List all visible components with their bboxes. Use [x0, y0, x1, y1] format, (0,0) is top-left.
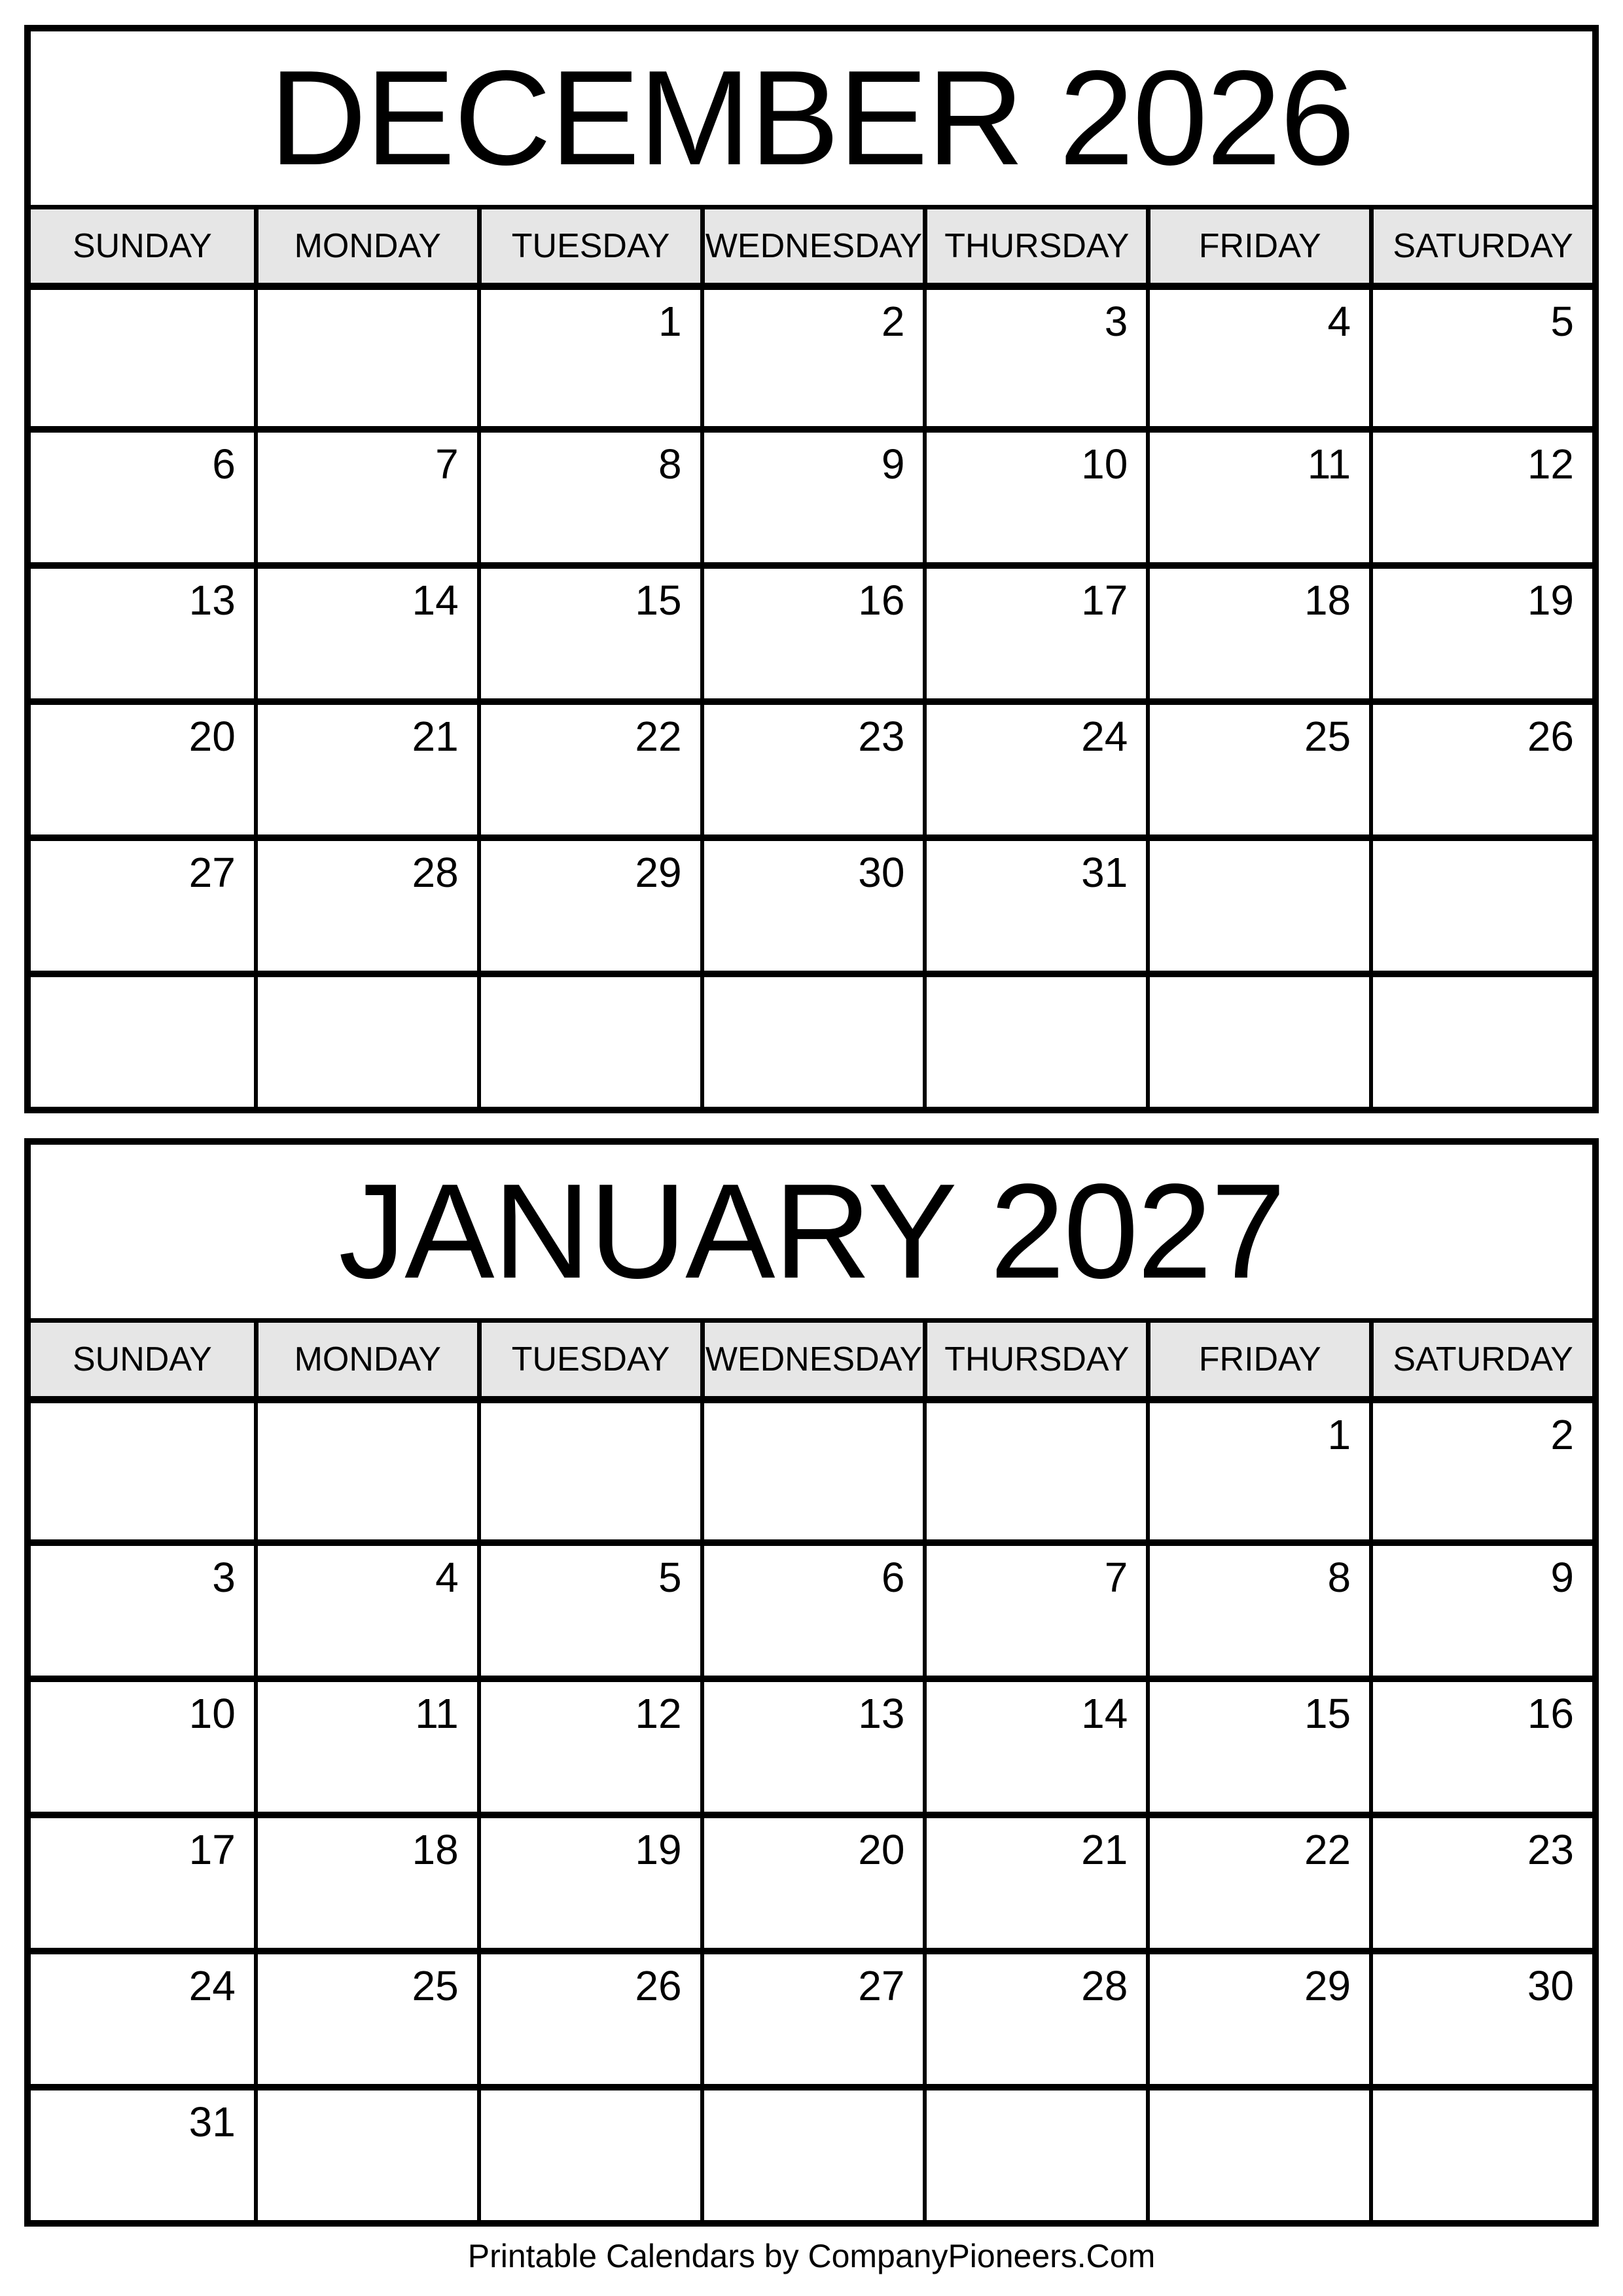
date-number: 30: [858, 849, 905, 896]
date-number: 14: [1081, 1690, 1128, 1737]
date-cell: [1146, 834, 1369, 971]
date-number: [481, 977, 700, 988]
date-number: 19: [1527, 577, 1574, 624]
date-number: [704, 977, 923, 988]
date-cell: [1369, 971, 1592, 1107]
date-cell: [31, 1812, 254, 1948]
date-number: 31: [1081, 849, 1128, 896]
date-number: 2: [1550, 1411, 1574, 1458]
date-number: 27: [188, 849, 236, 896]
date-number: [1150, 977, 1369, 988]
date-cell: [1146, 1812, 1369, 1948]
date-cell: [1146, 1403, 1369, 1539]
date-number: 30: [1527, 1962, 1574, 2009]
date-number: 18: [412, 1826, 459, 1873]
date-number: 17: [188, 1826, 236, 1873]
date-number: 26: [635, 1962, 682, 2009]
date-number: 19: [635, 1826, 682, 1873]
date-number: 29: [1304, 1962, 1351, 2009]
date-number: 2: [881, 298, 905, 345]
date-cell: [254, 1676, 477, 1812]
calendar-title: DECEMBER 2026: [269, 43, 1354, 193]
date-cell: [477, 1812, 700, 1948]
date-cell: [1146, 562, 1369, 698]
date-cell: [477, 1403, 700, 1539]
weekday-label: WEDNESDAY: [700, 1323, 923, 1396]
date-cell: [254, 971, 477, 1107]
date-number: 1: [1327, 1411, 1351, 1458]
calendar-december-2026: [24, 25, 1599, 1113]
date-number: 24: [1081, 713, 1128, 760]
date-number: [1150, 2090, 1369, 2101]
date-cell: [923, 1403, 1146, 1539]
date-number: 23: [858, 713, 905, 760]
date-cell: [477, 562, 700, 698]
date-cell: [1146, 290, 1369, 426]
date-number: 11: [1307, 440, 1351, 488]
date-cell: [700, 1948, 923, 2084]
date-number: [258, 977, 477, 988]
date-number: 29: [635, 849, 682, 896]
date-number: 28: [1081, 1962, 1128, 2009]
date-cell: [477, 1676, 700, 1812]
date-cell: [477, 1539, 700, 1676]
date-number: 25: [412, 1962, 459, 2009]
date-number: 15: [635, 577, 682, 624]
date-number: [31, 1403, 254, 1414]
weekday-label: FRIDAY: [1146, 209, 1369, 283]
date-cell: [477, 834, 700, 971]
date-number: 17: [1081, 577, 1128, 624]
footer-credit: Printable Calendars by CompanyPioneers.Com: [467, 2238, 1156, 2274]
date-number: 7: [1104, 1554, 1128, 1601]
date-number: 15: [1304, 1690, 1351, 1737]
weekday-label: SATURDAY: [1369, 1323, 1592, 1396]
date-cell: [254, 1948, 477, 2084]
date-number: [1373, 2090, 1592, 2101]
date-number: 4: [435, 1554, 459, 1601]
date-cell: [1369, 290, 1592, 426]
calendar-title: JANUARY 2027: [338, 1156, 1285, 1306]
date-cell: [31, 698, 254, 834]
date-number: 23: [1527, 1826, 1574, 1873]
date-cell: [700, 2084, 923, 2220]
date-number: [258, 290, 477, 300]
date-cell: [477, 2084, 700, 2220]
date-number: 16: [858, 577, 905, 624]
date-number: 9: [881, 440, 905, 488]
date-cell: [700, 1676, 923, 1812]
date-cell: [1146, 971, 1369, 1107]
date-cell: [923, 1676, 1146, 1812]
date-cell: [31, 426, 254, 562]
date-cell: [31, 834, 254, 971]
date-cell: [923, 426, 1146, 562]
date-cell: [31, 1539, 254, 1676]
date-number: 6: [881, 1554, 905, 1601]
date-number: 10: [1081, 440, 1128, 488]
date-cell: [1146, 426, 1369, 562]
date-number: 8: [1327, 1554, 1351, 1601]
date-cell: [1369, 1403, 1592, 1539]
date-number: 13: [858, 1690, 905, 1737]
date-cell: [700, 1403, 923, 1539]
date-number: [927, 977, 1146, 988]
date-cell: [254, 2084, 477, 2220]
date-cell: [923, 1539, 1146, 1676]
weekday-label: SUNDAY: [31, 1323, 254, 1396]
date-number: [258, 1403, 477, 1414]
date-number: [1150, 841, 1369, 852]
date-cell: [1369, 1539, 1592, 1676]
date-number: 12: [635, 1690, 682, 1737]
date-cell: [1369, 426, 1592, 562]
date-cell: [923, 1812, 1146, 1948]
date-number: 16: [1527, 1690, 1574, 1737]
date-grid: [31, 1403, 1592, 2220]
date-number: 11: [415, 1690, 459, 1737]
date-number: [31, 290, 254, 300]
date-cell: [923, 562, 1146, 698]
date-number: 4: [1327, 298, 1351, 345]
date-cell: [477, 290, 700, 426]
weekday-label: TUESDAY: [477, 209, 700, 283]
date-cell: [31, 1403, 254, 1539]
date-cell: [1146, 698, 1369, 834]
date-number: 5: [1550, 298, 1574, 345]
date-cell: [1146, 2084, 1369, 2220]
date-number: 31: [188, 2098, 236, 2145]
date-number: 25: [1304, 713, 1351, 760]
date-number: 9: [1550, 1554, 1574, 1601]
date-cell: [31, 1948, 254, 2084]
weekday-label: TUESDAY: [477, 1323, 700, 1396]
weekday-label: FRIDAY: [1146, 1323, 1369, 1396]
date-cell: [1369, 562, 1592, 698]
weekday-label: WEDNESDAY: [700, 209, 923, 283]
weekday-header-row: [31, 205, 1592, 290]
date-grid: [31, 290, 1592, 1107]
date-number: [927, 1403, 1146, 1414]
date-cell: [1369, 1948, 1592, 2084]
weekday-label: MONDAY: [254, 1323, 477, 1396]
date-number: 10: [188, 1690, 236, 1737]
date-number: 3: [212, 1554, 236, 1601]
date-number: [31, 977, 254, 988]
date-cell: [923, 834, 1146, 971]
date-cell: [700, 426, 923, 562]
weekday-header-row: [31, 1318, 1592, 1403]
date-number: 14: [412, 577, 459, 624]
date-cell: [31, 2084, 254, 2220]
date-number: 12: [1527, 440, 1574, 488]
date-number: 21: [412, 713, 459, 760]
date-cell: [477, 698, 700, 834]
date-number: [927, 2090, 1146, 2101]
weekday-label: MONDAY: [254, 209, 477, 283]
date-cell: [700, 698, 923, 834]
date-number: 27: [858, 1962, 905, 2009]
date-cell: [254, 426, 477, 562]
date-cell: [477, 426, 700, 562]
date-cell: [254, 1539, 477, 1676]
date-number: 18: [1304, 577, 1351, 624]
date-number: [481, 1403, 700, 1414]
date-number: 20: [188, 713, 236, 760]
date-number: 7: [435, 440, 459, 488]
calendar-january-2027: [24, 1138, 1599, 2227]
date-number: [704, 2090, 923, 2101]
date-cell: [31, 562, 254, 698]
date-number: [704, 1403, 923, 1414]
date-cell: [254, 834, 477, 971]
date-cell: [31, 1676, 254, 1812]
date-cell: [1369, 1812, 1592, 1948]
date-number: 8: [658, 440, 682, 488]
date-number: 24: [188, 1962, 236, 2009]
date-cell: [1146, 1676, 1369, 1812]
date-cell: [923, 2084, 1146, 2220]
date-cell: [31, 290, 254, 426]
date-number: 22: [635, 713, 682, 760]
date-number: 28: [412, 849, 459, 896]
date-cell: [1369, 1676, 1592, 1812]
weekday-label: SUNDAY: [31, 209, 254, 283]
date-cell: [700, 834, 923, 971]
date-number: [258, 2090, 477, 2101]
date-cell: [254, 562, 477, 698]
date-cell: [477, 1948, 700, 2084]
date-cell: [923, 1948, 1146, 2084]
date-cell: [700, 1812, 923, 1948]
date-cell: [254, 1403, 477, 1539]
date-cell: [254, 290, 477, 426]
weekday-label: THURSDAY: [923, 1323, 1146, 1396]
date-cell: [31, 971, 254, 1107]
date-cell: [700, 562, 923, 698]
date-cell: [1369, 2084, 1592, 2220]
date-cell: [477, 971, 700, 1107]
weekday-label: SATURDAY: [1369, 209, 1592, 283]
date-number: 6: [212, 440, 236, 488]
date-number: 3: [1104, 298, 1128, 345]
date-number: [1373, 977, 1592, 988]
date-number: 13: [188, 577, 236, 624]
weekday-label: THURSDAY: [923, 209, 1146, 283]
date-cell: [923, 290, 1146, 426]
date-cell: [1369, 834, 1592, 971]
date-cell: [1146, 1539, 1369, 1676]
date-cell: [1146, 1948, 1369, 2084]
date-number: [481, 2090, 700, 2101]
date-number: 1: [658, 298, 682, 345]
date-cell: [700, 1539, 923, 1676]
date-number: 26: [1527, 713, 1574, 760]
date-number: 21: [1081, 1826, 1128, 1873]
date-cell: [700, 290, 923, 426]
date-cell: [1369, 698, 1592, 834]
date-cell: [254, 1812, 477, 1948]
date-number: 22: [1304, 1826, 1351, 1873]
date-number: 5: [658, 1554, 682, 1601]
date-cell: [923, 971, 1146, 1107]
date-number: 20: [858, 1826, 905, 1873]
date-cell: [923, 698, 1146, 834]
date-cell: [254, 698, 477, 834]
date-cell: [700, 971, 923, 1107]
date-number: [1373, 841, 1592, 852]
